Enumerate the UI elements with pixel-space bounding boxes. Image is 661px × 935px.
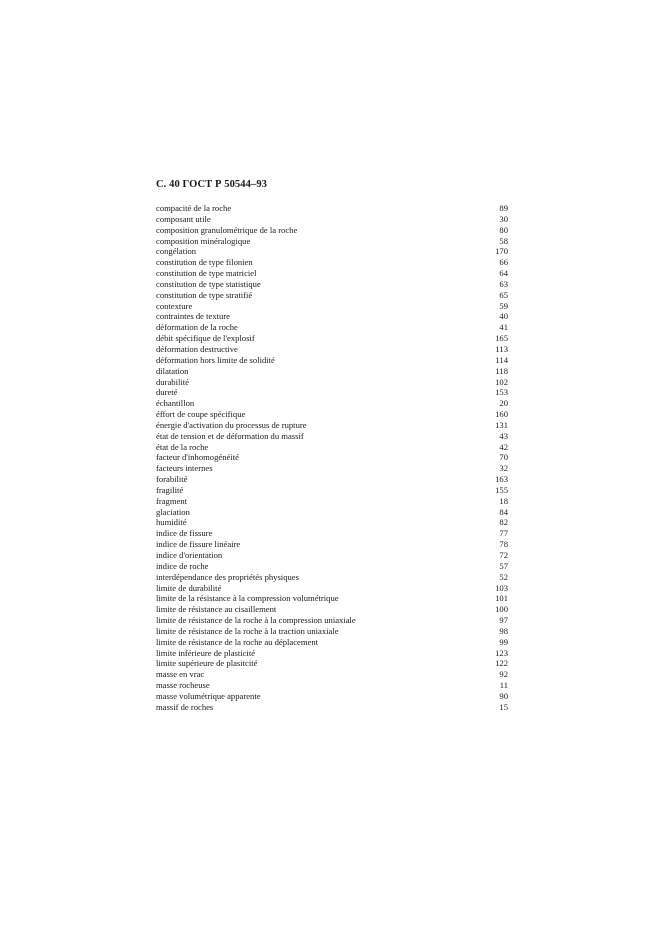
index-entry xyxy=(156,311,508,322)
index-entry xyxy=(156,442,508,453)
index-page-number: 11 xyxy=(499,680,508,691)
index-entry xyxy=(156,225,508,236)
index-term: constitution de type filonien xyxy=(156,257,253,268)
index-entry xyxy=(156,452,508,463)
index-term: indice de fissure linéaire xyxy=(156,539,241,550)
index-entry xyxy=(156,301,508,312)
index-entry xyxy=(156,658,508,669)
index-term: déformation de la roche xyxy=(156,322,238,333)
index-page-number: 66 xyxy=(499,257,508,268)
index-term: contraintes de texture xyxy=(156,311,230,322)
index-page-number: 58 xyxy=(499,235,508,246)
index-entry xyxy=(156,203,508,214)
index-term: masse rocheuse xyxy=(156,680,210,691)
index-term: indice d'orientation xyxy=(156,550,223,560)
index-page-number: 155 xyxy=(495,484,508,495)
index-term: dureté xyxy=(156,387,178,398)
index-page-number: 59 xyxy=(499,300,508,311)
index-entry xyxy=(156,626,508,637)
index-entry xyxy=(156,344,508,355)
index-page-number: 92 xyxy=(499,669,508,680)
index-entry xyxy=(156,637,508,648)
index-page-number: 160 xyxy=(495,409,508,420)
index-page-number: 30 xyxy=(499,213,508,224)
index-term: débit spécifique de l'explosif xyxy=(156,333,255,344)
index-entry xyxy=(156,322,508,333)
index-page-number: 78 xyxy=(499,539,508,550)
index-entry xyxy=(156,463,508,474)
index-page-number: 43 xyxy=(499,430,508,441)
index-term: déformation hors limite de solidité xyxy=(156,354,275,365)
index-page-number: 18 xyxy=(499,495,508,506)
index-page-number: 97 xyxy=(499,615,508,626)
index-term: masse en vrac xyxy=(156,669,205,680)
index-page-number: 15 xyxy=(499,701,508,712)
index-term: humidité xyxy=(156,517,187,528)
index-term: composition granulométrique de la roche xyxy=(156,224,298,235)
index-page-number: 90 xyxy=(499,690,508,701)
index-entry xyxy=(156,246,508,257)
index-term: indice de fissure xyxy=(156,528,213,539)
index-term: limite de résistance de la roche à la traction uniaxiale xyxy=(156,625,339,636)
index-page-number: 20 xyxy=(499,398,508,409)
index-entry xyxy=(156,593,508,604)
index-entry xyxy=(156,680,508,691)
index-page-number: 170 xyxy=(495,246,508,257)
index-entry xyxy=(156,366,508,377)
index-term: facteur d'inhomogénéité xyxy=(156,452,239,463)
index-term: facteurs internes xyxy=(156,463,213,474)
index-page-number: 80 xyxy=(499,224,508,235)
index-entry xyxy=(156,268,508,279)
index-page-number: 103 xyxy=(495,582,508,593)
index-term: limite de résistance de la roche au déplacement xyxy=(156,636,319,647)
index-page-number: 82 xyxy=(499,517,508,528)
index-entry xyxy=(156,377,508,388)
index-entry xyxy=(156,474,508,485)
index-page-number: 84 xyxy=(499,506,508,517)
index-term: masse volumétrique apparente xyxy=(156,690,261,701)
index-page-number: 153 xyxy=(495,387,508,398)
index-entry xyxy=(156,561,508,572)
index-page-number: 100 xyxy=(495,604,508,615)
index-list xyxy=(156,203,508,713)
index-entry xyxy=(156,279,508,290)
index-term: composant utile xyxy=(156,213,211,224)
index-entry xyxy=(156,528,508,539)
index-term: échantillon xyxy=(156,398,195,409)
index-term: limite supérieure de plasitcité xyxy=(156,658,258,669)
index-entry xyxy=(156,431,508,442)
index-page-number: 77 xyxy=(499,528,508,539)
index-page-number: 40 xyxy=(499,311,508,322)
index-page-number: 102 xyxy=(495,376,508,387)
index-entry xyxy=(156,214,508,225)
index-entry xyxy=(156,387,508,398)
index-term: dilatation xyxy=(156,365,189,376)
index-page-number: 65 xyxy=(499,289,508,300)
index-entry xyxy=(156,409,508,420)
index-term: état de tension et de déformation du massif xyxy=(156,430,304,441)
index-entry xyxy=(156,355,508,366)
index-entry xyxy=(156,539,508,550)
index-entry xyxy=(156,517,508,528)
index-term: déformation destructive xyxy=(156,343,238,354)
index-page-number: 63 xyxy=(499,278,508,289)
index-entry xyxy=(156,398,508,409)
index-term: composition minéralogique xyxy=(156,235,251,246)
index-entry xyxy=(156,507,508,518)
index-page-number: 98 xyxy=(499,625,508,636)
index-page-number: 99 xyxy=(499,636,508,647)
index-page-number: 114 xyxy=(495,354,508,365)
index-page-number: 123 xyxy=(495,647,508,658)
index-page-number: 113 xyxy=(495,343,508,354)
index-page-number: 89 xyxy=(499,203,508,213)
index-page-number: 64 xyxy=(499,268,508,279)
index-page-number: 165 xyxy=(495,333,508,344)
index-page-number: 32 xyxy=(499,463,508,474)
index-term: énergie d'activation du processus de rupture xyxy=(156,419,307,430)
index-page-number: 118 xyxy=(495,365,508,376)
index-page-number: 131 xyxy=(495,419,508,430)
index-page-number: 72 xyxy=(499,550,508,560)
index-entry xyxy=(156,257,508,268)
index-term: limite de durabilité xyxy=(156,582,222,593)
index-entry xyxy=(156,236,508,247)
index-page-number: 57 xyxy=(499,560,508,571)
index-entry xyxy=(156,604,508,615)
index-term: glaciation xyxy=(156,506,190,517)
index-term: massif de roches xyxy=(156,701,214,712)
index-term: forabilité xyxy=(156,474,188,485)
index-term: compacité de la roche xyxy=(156,203,232,213)
index-entry xyxy=(156,290,508,301)
index-term: contexture xyxy=(156,300,193,311)
index-page-number: 42 xyxy=(499,441,508,452)
index-term: constitution de type statistique xyxy=(156,278,261,289)
index-entry xyxy=(156,615,508,626)
index-term: interdépendance des propriétés physiques xyxy=(156,571,299,582)
page-header: С. 40 ГОСТ Р 50544–93 xyxy=(156,179,268,190)
index-entry xyxy=(156,485,508,496)
index-term: congélation xyxy=(156,246,197,257)
index-entry xyxy=(156,572,508,583)
index-term: durabilité xyxy=(156,376,189,387)
index-entry xyxy=(156,420,508,431)
index-term: fragment xyxy=(156,495,188,506)
index-entry xyxy=(156,333,508,344)
index-page-number: 52 xyxy=(499,571,508,582)
index-term: indice de roche xyxy=(156,560,209,571)
index-entry xyxy=(156,691,508,702)
index-page-number: 70 xyxy=(499,452,508,463)
index-entry xyxy=(156,648,508,659)
index-entry xyxy=(156,669,508,680)
index-term: constitution de type stratifié xyxy=(156,289,253,300)
index-term: éffort de coupe spécifique xyxy=(156,409,246,420)
index-term: limite de la résistance à la compression volumétrique xyxy=(156,593,339,604)
index-entry xyxy=(156,496,508,507)
index-term: état de la roche xyxy=(156,441,209,452)
index-term: constitution de type matriciel xyxy=(156,268,257,279)
index-page-number: 163 xyxy=(495,474,508,485)
index-entry xyxy=(156,702,508,713)
index-term: limite de résistance de la roche à la compression uniaxiale xyxy=(156,615,356,626)
index-term: limite inférieure de plasticité xyxy=(156,647,256,658)
index-term: limite de résistance au cisaillement xyxy=(156,604,277,615)
index-page-number: 101 xyxy=(495,593,508,604)
index-entry xyxy=(156,550,508,561)
index-entry xyxy=(156,583,508,594)
index-page-number: 122 xyxy=(495,658,508,669)
index-term: fragilité xyxy=(156,484,184,495)
index-page-number: 41 xyxy=(499,322,508,333)
